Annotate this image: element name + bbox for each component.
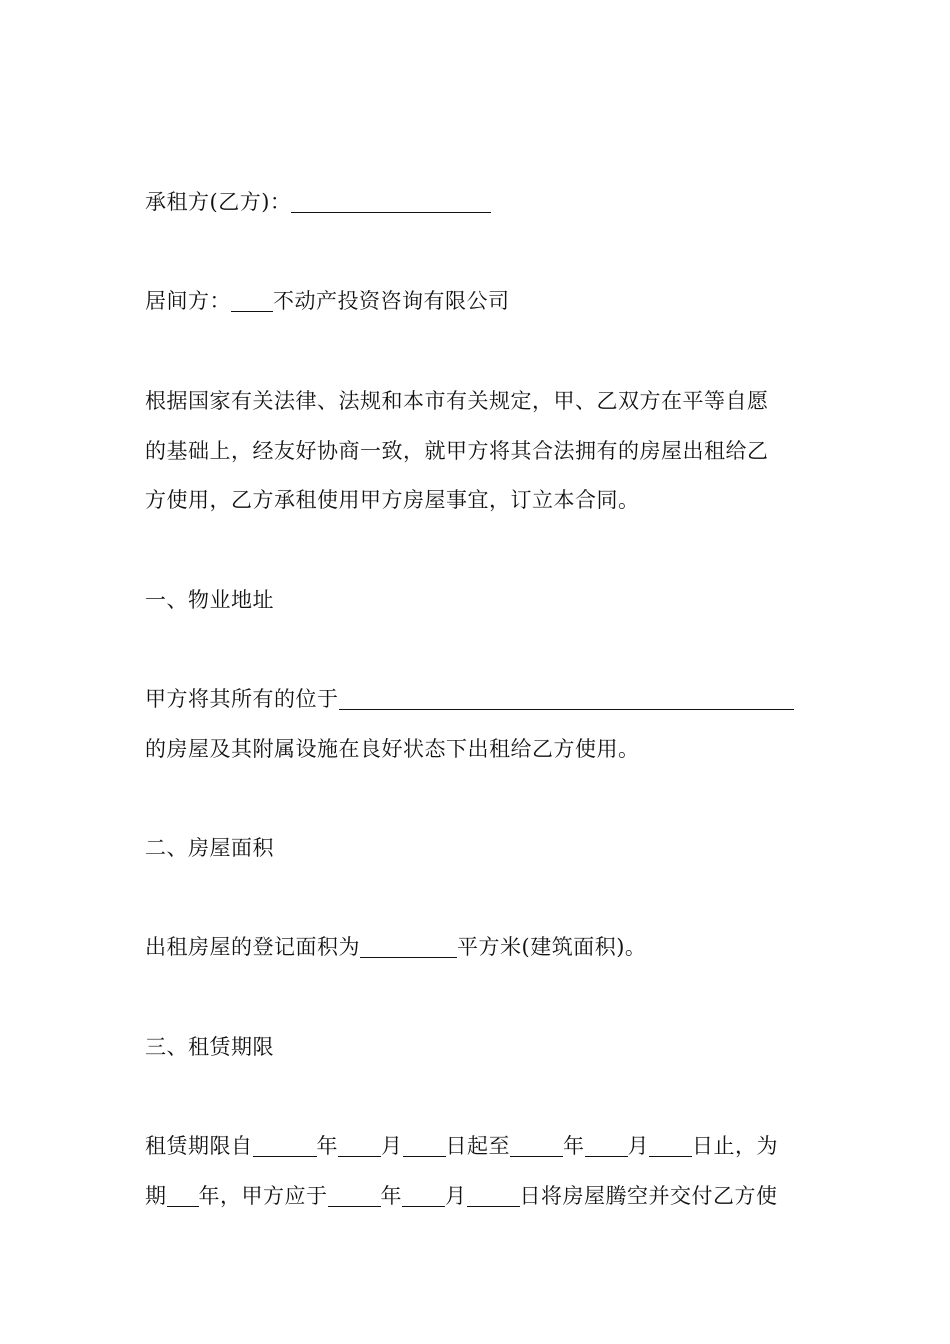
- area-unit: 平方米(建筑面积)。: [457, 935, 647, 959]
- broker-company: 不动产投资咨询有限公司: [273, 289, 510, 313]
- year-label: 年: [316, 1134, 338, 1158]
- broker-name-blank: [231, 289, 273, 312]
- handover-label: 年，甲方应于: [198, 1184, 328, 1208]
- section1-heading: 一、物业地址: [145, 588, 274, 612]
- end-label: 日止，为: [692, 1134, 778, 1158]
- lessee-line: [145, 187, 491, 217]
- address-line: [145, 684, 794, 714]
- area-label: 出租房屋的登记面积为: [145, 935, 360, 959]
- broker-line: [145, 286, 510, 316]
- year-label: 年: [380, 1184, 402, 1208]
- start-year-blank: [253, 1134, 317, 1157]
- month-label: 月: [627, 1134, 649, 1158]
- section3-heading: 三、租赁期限: [145, 1035, 274, 1059]
- term-line-2: [145, 1181, 778, 1211]
- month-label: 月: [381, 1134, 403, 1158]
- intro-line-3: 方使用，乙方承租使用甲方房屋事宜，订立本合同。: [145, 488, 640, 512]
- area-blank: [360, 935, 457, 958]
- start-day-blank: [403, 1134, 446, 1157]
- term-start-label: 租赁期限自: [145, 1134, 253, 1158]
- end-month-blank: [585, 1134, 628, 1157]
- address-line-2: 的房屋及其附属设施在良好状态下出租给乙方使用。: [145, 737, 640, 761]
- broker-label: 居间方：: [145, 289, 231, 313]
- start-month-blank: [338, 1134, 381, 1157]
- end-year-blank: [510, 1134, 563, 1157]
- address-label: 甲方将其所有的位于: [145, 687, 339, 711]
- address-blank: [339, 687, 794, 710]
- year-label: 年: [563, 1134, 585, 1158]
- handover-month-blank: [402, 1184, 445, 1207]
- handover-end-label: 日将房屋腾空并交付乙方使: [519, 1184, 778, 1208]
- start-to-label: 日起至: [445, 1134, 510, 1158]
- month-label: 月: [445, 1184, 467, 1208]
- term-line-1: [145, 1131, 778, 1161]
- handover-day-blank: [467, 1184, 520, 1207]
- lessee-label: 承租方(乙方)：: [145, 190, 292, 214]
- area-line: [145, 932, 646, 962]
- handover-year-blank: [328, 1184, 381, 1207]
- lessee-name-blank: [291, 190, 491, 213]
- intro-line-2: 的基础上，经友好协商一致，就甲方将其合法拥有的房屋出租给乙: [145, 439, 769, 463]
- period-years-blank: [167, 1184, 199, 1207]
- intro-line-1: 根据国家有关法律、法规和本市有关规定，甲、乙双方在平等自愿: [145, 389, 769, 413]
- end-day-blank: [649, 1134, 692, 1157]
- period-label: 期: [145, 1184, 167, 1208]
- section2-heading: 二、房屋面积: [145, 836, 274, 860]
